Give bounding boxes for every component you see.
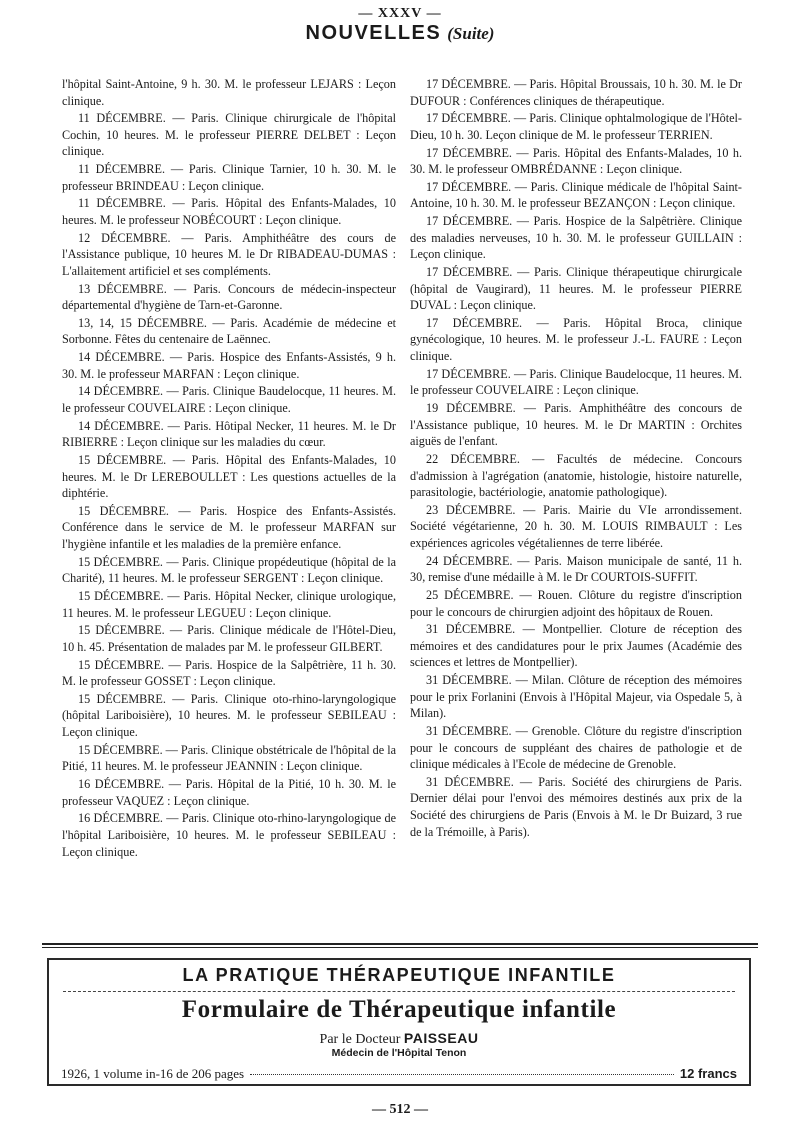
news-entry: 13 DÉCEMBRE. — Paris. Concours de médecin-inspecteur départemental d'hygiène de Tarn-et-Garonne. (62, 281, 396, 313)
news-entry: 13, 14, 15 DÉCEMBRE. — Paris. Académie de médecine et Sorbonne. Fêtes du centenaire de Laënnec. (62, 315, 396, 347)
news-entry: 15 DÉCEMBRE. — Paris. Clinique obstétricale de l'hôpital de la Pitié, 11 heures. M. le professeur JEANNIN : Leçon clinique. (62, 742, 397, 774)
right-column (410, 76, 742, 840)
ad-edition-line (61, 1066, 737, 1082)
news-entry: 19 DÉCEMBRE. — Paris. Amphithéâtre des concours de l'Assistance publique, 10 heures. M. le Dr MARTIN : Orchites aiguës de l'enfant. (410, 401, 742, 449)
section-title-suite: (Suite) (447, 24, 495, 43)
ad-divider (63, 991, 735, 992)
ad-author-position: Médecin de l'Hôpital Tenon (331, 1047, 467, 1059)
news-entry: 31 DÉCEMBRE. — Paris. Société des chirurgiens de Paris. Dernier délai pour l'envoi des mémoires destinés aux prix de la Société des chirurgiens de Paris (Envois à M. le Dr Buizard, 3 rue de la Trémoille, à Paris). (410, 774, 742, 839)
news-entry: 25 DÉCEMBRE. — Rouen. Clôture du registre d'inscription pour le concours de chirurgien adjoint des hôpitaux de Rouen. (410, 587, 742, 619)
news-entry: l'hôpital Saint-Antoine, 9 h. 30. M. le professeur LEJARS : Leçon clinique. (62, 77, 396, 108)
news-entry: 15 DÉCEMBRE. — Paris. Hospice des Enfants-Assistés. Conférence dans le service de M. le professeur MARFAN sur l'hygiène infantile et les maladies de la première enfance. (62, 503, 396, 552)
news-entry: 11 DÉCEMBRE. — Paris. Hôpital des Enfants-Malades, 10 heures. M. le professeur NOBÉCOURT : Leçon clinique. (62, 196, 396, 228)
page-number-roman: — XXXV — (358, 6, 442, 21)
news-entry: 17 DÉCEMBRE. — Paris. Hôpital Broca, clinique gynécologique, 10 heures. M. le professeur J.-L. FAURE : Leçon clinique. (410, 315, 742, 364)
news-entry: 16 DÉCEMBRE. — Paris. Hôpital de la Pitié, 10 h. 30. M. le professeur VAQUEZ : Leçon clinique. (62, 777, 396, 808)
news-entry: 17 DÉCEMBRE. — Paris. Clinique ophtalmologique de l'Hôtel-Dieu, 10 h. 30. Leçon clinique de M. le professeur TERRIEN. (410, 111, 742, 142)
news-entry: 14 DÉCEMBRE. — Paris. Hospice des Enfants-Assistés, 9 h. 30. M. le professeur MARFAN : Leçon clinique. (62, 350, 396, 381)
news-entry: 15 DÉCEMBRE. — Paris. Clinique propédeutique (hôpital de la Charité), 11 heures. M. le professeur SERGENT : Leçon clinique. (62, 554, 396, 586)
news-entry: 16 DÉCEMBRE. — Paris. Clinique oto-rhino-laryngologique de l'hôpital Lariboisière, 10 heures. M. le professeur SEBILEAU : Leçon clinique. (62, 811, 396, 859)
ad-author-name: PAISSEAU (403, 1030, 479, 1046)
news-entry: 31 DÉCEMBRE. — Montpellier. Cloture de réception des mémoires et des candidatures pour le prix Jaumes (Académie des sciences et lettres de Montpellier). (410, 622, 742, 670)
page-number: — 512 — (372, 1102, 428, 1117)
section-title-text: NOUVELLES (305, 22, 442, 44)
news-entry: 17 DÉCEMBRE. — Paris. Clinique thérapeutique chirurgicale (hôpital de Vaugirard), 11 heures. M. le professeur PIERRE DUVAL : Leçon clinique. (410, 265, 742, 313)
news-entry: 15 DÉCEMBRE. — Paris. Hôpital Necker, clinique urologique, 11 heures. M. le professeur LEGUEU : Leçon clinique. (62, 589, 396, 620)
ad-header: LA PRATIQUE THÉRAPEUTIQUE INFANTILE (182, 965, 616, 985)
news-entry: 14 DÉCEMBRE. — Paris. Clinique Baudelocque, 11 heures. M. le professeur COUVELAIRE : Leçon clinique. (62, 384, 396, 416)
news-entry: 15 DÉCEMBRE. — Paris. Hôpital des Enfants-Malades, 10 heures. M. le Dr LEREBOULLET : Les questions actuelles de la diphtérie. (62, 453, 396, 501)
news-entry: 31 DÉCEMBRE. — Milan. Clôture de réception des mémoires pour le prix Forlanini (Envois à l'Hôpital Majeur, via Ospedale 5, à Milan). (410, 673, 742, 721)
ad-title: Formulaire de Thérapeutique infantile (181, 996, 617, 1023)
news-entry: 24 DÉCEMBRE. — Paris. Maison municipale de santé, 11 h. 30, remise d'une médaille à M. le Dr COURTOIS-SUFFIT. (410, 553, 742, 585)
ad-edition: 1926, 1 volume in-16 de 206 pages (61, 1066, 245, 1081)
news-entry: 31 DÉCEMBRE. — Grenoble. Clôture du registre d'inscription pour le concours de suppléant des chaires de pathologie et de clinique médicales à l'Ecole de médecine de Grenoble. (410, 723, 742, 772)
ad-author-prefix: Par le Docteur (319, 1032, 401, 1047)
news-entry: 14 DÉCEMBRE. — Paris. Hôtipal Necker, 11 heures. M. le Dr RIBIERRE : Leçon clinique sur les maladies du cœur. (62, 418, 396, 450)
left-column (62, 76, 396, 860)
news-entry: 17 DÉCEMBRE. — Paris. Clinique médicale de l'hôpital Saint-Antoine, 10 h. 30. M. le professeur BEZANÇON : Leçon clinique. (410, 179, 742, 211)
ad-author (49, 1030, 749, 1048)
ad-price: 12 francs (679, 1066, 737, 1081)
separator-rule-thin (42, 947, 758, 948)
news-entry: 23 DÉCEMBRE. — Paris. Mairie du VIe arrondissement. Société végétarienne, 20 h. 30. M. LOUIS RIMBAULT : Les expériences agricoles végétaliennes de terre libérée. (410, 502, 742, 550)
news-entry: 12 DÉCEMBRE. — Paris. Amphithéâtre des cours de l'Assistance publique, 10 heures M. le Dr RIBADEAU-DUMAS : L'allaitement artificiel et ses compléments. (62, 230, 396, 278)
ad-leader-dots (250, 1074, 674, 1075)
section-title (0, 22, 800, 45)
news-entry: 17 DÉCEMBRE. — Paris. Hôpital des Enfants-Malades, 10 h. 30. M. le professeur OMBRÉDANNE : Leçon clinique. (410, 145, 742, 177)
news-entry: 15 DÉCEMBRE. — Paris. Hospice de la Salpêtrière, 11 h. 30. M. le professeur GOSSET : Leçon clinique. (62, 657, 396, 689)
separator-rule (42, 943, 758, 945)
news-entry: 17 DÉCEMBRE. — Paris. Hôpital Broussais, 10 h. 30. M. le Dr DUFOUR : Conférences cliniques de thérapeutique. (410, 77, 742, 108)
news-entry: 17 DÉCEMBRE. — Paris. Hospice de la Salpêtrière. Clinique des maladies nerveuses, 10 h. 30. M. le professeur GUILLAIN : Leçon clinique. (410, 214, 742, 262)
news-entry: 17 DÉCEMBRE. — Paris. Clinique Baudelocque, 11 heures. M. le professeur COUVELAIRE : Leçon clinique. (410, 366, 742, 398)
news-entry: 22 DÉCEMBRE. — Facultés de médecine. Concours d'admission à l'agrégation (anatomie, histologie, histoire naturelle, parasitologie, bactériologie, anatomie pathologique). (410, 451, 742, 500)
advertisement-box (47, 958, 751, 1086)
news-entry: 15 DÉCEMBRE. — Paris. Clinique médicale de l'Hôtel-Dieu, 10 h. 45. Présentation de malades par M. le professeur GILBERT. (62, 623, 396, 654)
news-entry: 15 DÉCEMBRE. — Paris. Clinique oto-rhino-laryngologique (hôpital Lariboisière), 10 heures. M. le professeur SEBILEAU : Leçon clinique. (62, 691, 396, 740)
news-entry: 11 DÉCEMBRE. — Paris. Clinique chirurgicale de l'hôpital Cochin, 10 heures. M. le professeur PIERRE DELBET : Leçon clinique. (62, 111, 396, 159)
news-entry: 11 DÉCEMBRE. — Paris. Clinique Tarnier, 10 h. 30. M. le professeur BRINDEAU : Leçon clinique. (62, 162, 396, 193)
